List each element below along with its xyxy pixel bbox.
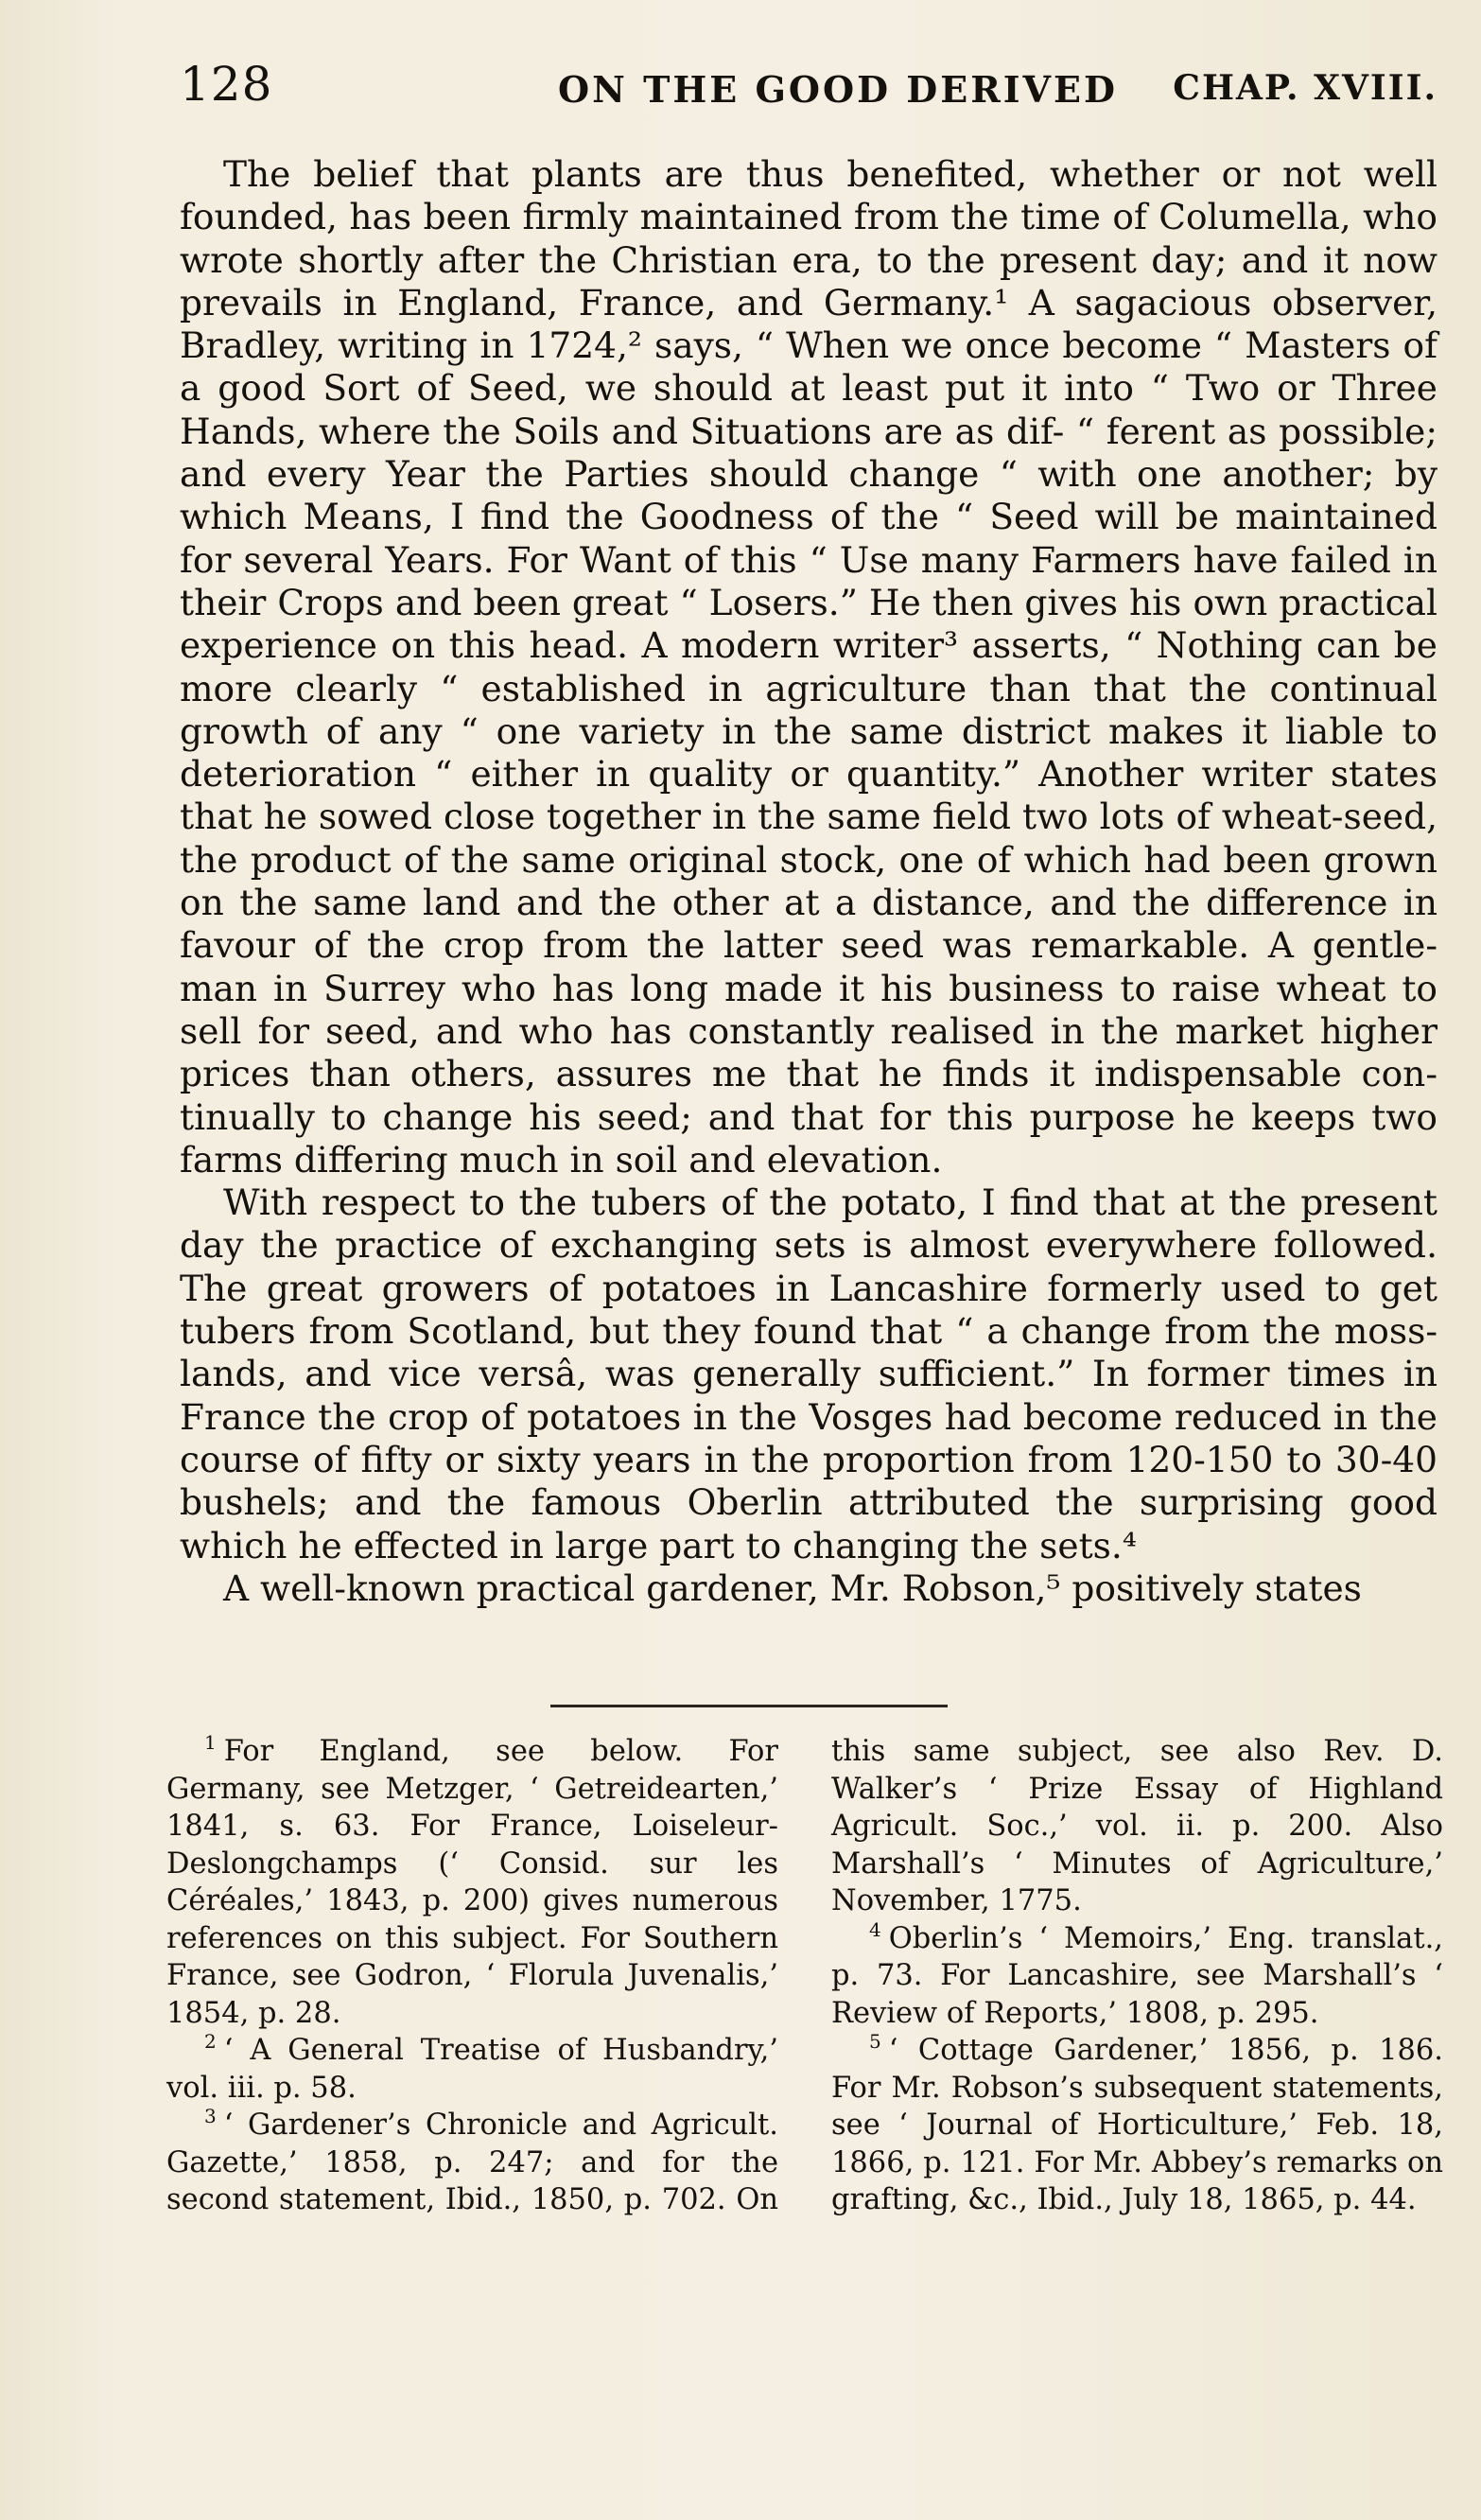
paragraph: With respect to the tubers of the potato, I find that at the present day the practice of exchanging sets is almost everywhere followed. The great growers of potatoes in Lancashire formerly used to get tubers from Scotland, but they found that “ a change from the moss-lands, and vice versâ, was generally sufficient.” In former times in France the crop of potatoes in the Vosges had become reduced in the course of fifty or sixty years in the proportion from 120-150 to 30-40 bushels; and the famous Oberlin attributed the surprising good which he effected in large part to changing the sets.⁴: [180, 1181, 1437, 1566]
footnote-marker: 5: [869, 2030, 881, 2053]
running-title: ON THE GOOD DERIVED: [558, 68, 1118, 111]
footnote: [166, 2032, 778, 2107]
footnote-marker: 3: [204, 2105, 217, 2127]
footnote-divider: [550, 1705, 948, 1707]
footnote-text: Oberlin’s ‘ Memoirs,’ Eng. translat., p. 73. For Lancashire, see Marshall’s ‘ Review of Reports,’ 1808, p. 295.: [831, 1921, 1443, 2030]
paragraph: A well-known practical gardener, Mr. Robson,⁵ positively states: [223, 1566, 1362, 1609]
footnote: [831, 2032, 1443, 2219]
footnote-marker: 4: [869, 1917, 881, 1941]
footnote: [831, 1917, 1443, 2033]
page-number: 128: [180, 57, 273, 112]
body-text: [180, 153, 1437, 1610]
footnote-text: ‘ Gardener’s Chronicle and Agricult. Gazette,’ 1858, p. 247; and for the second statement, Ibid., 1850, p. 702. On this same subject, see also Rev. D. Walker’s ‘ Prize Essay of Highland Agricult. Soc.,’ vol. ii. p. 200. Also Marshall’s ‘ Minutes of Agriculture,’ November, 1775.: [166, 1735, 1443, 2216]
footnote-text: For England, see below. For Germany, see Metzger, ‘ Getreidearten,’ 1841, s. 63. For France, Loiseleur-Deslongchamps (‘ Consid. sur les Céréales,’ 1843, p. 200) gives numerous references on this subject. For Southern France, see Godron, ‘ Florula Juvenalis,’ 1854, p. 28.: [166, 1735, 778, 2030]
paragraph: The belief that plants are thus benefited, whether or not well founded, has been firmly maintained from the time of Columella, who wrote shortly after the Christian era, to the present day; and it now prevails in England, France, and Germany.¹ A sagacious observer, Bradley, writing in 1724,² says, “ When we once become “ Masters of a good Sort of Seed, we should at least put it into “ Two or Three Hands, where the Soils and Situations are as dif- “ ferent as possible; and every Year the Parties should change “ with one another; by which Means, I find the Goodness of the “ Seed will be maintained for several Years. For Want of this “ Use many Farmers have failed in their Crops and been great “ Losers.” He then gives his own practical experience on this head. A modern writer³ asserts, “ Nothing can be more clearly “ established in agriculture than that the continual growth of any “ one variety in the same district makes it liable to deterioration “ either in quality or quantity.” Another writer states that he sowed close together in the same field two lots of wheat-seed, the product of the same original stock, one of which had been grown on the same land and the other at a distance, and the difference in favour of the crop from the latter seed was remarkable. A gentle- man in Surrey who has long made it his business to raise wheat to sell for seed, and who has constantly realised in the market higher prices than others, assures me that he finds it indispensable con- tinually to change his seed; and that for this purpose he keeps two farms differing much in soil and elevation.: [180, 153, 1437, 1181]
footnote-marker: 2: [204, 2030, 217, 2053]
footnote: [166, 1733, 778, 2032]
footnote-text: ‘ A General Treatise of Husbandry,’ vol. iii. p. 58.: [166, 2034, 778, 2105]
footnote-text: ‘ Cottage Gardener,’ 1856, p. 186. For Mr. Robson’s subsequent statements, see ‘ Journal of Horticulture,’ Feb. 18, 1866, p. 121. For Mr. Abbey’s remarks on grafting, &c., Ibid., July 18, 1865, p. 44.: [831, 2034, 1443, 2216]
chapter-label: CHAP. XVIII.: [1173, 68, 1437, 108]
footnotes: [166, 1733, 1443, 2219]
running-header: [180, 57, 1437, 123]
footnote-marker: 1: [204, 1731, 217, 1754]
